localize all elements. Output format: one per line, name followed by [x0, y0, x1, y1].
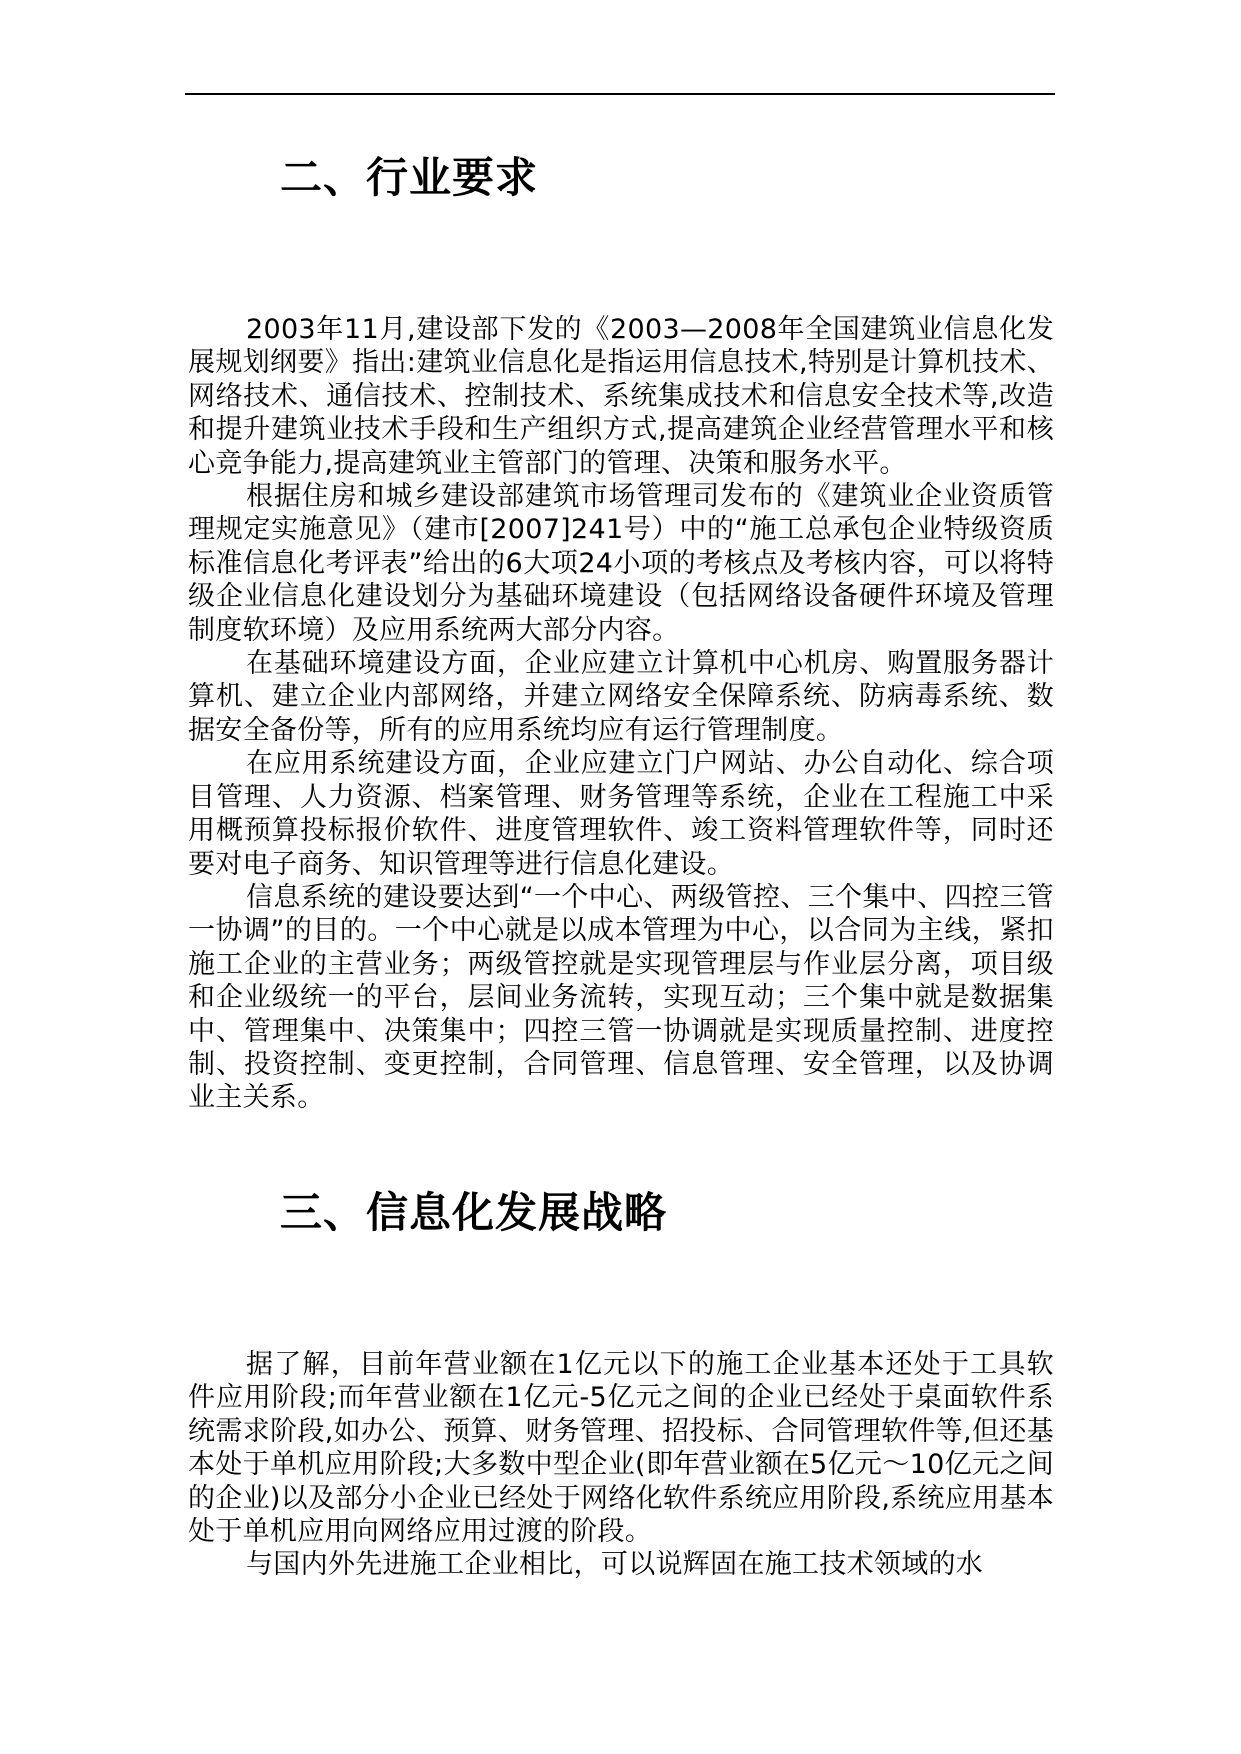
- paragraph: 据了解，目前年营业额在1亿元以下的施工企业基本还处于工具软件应用阶段;而年营业额在1亿元-5亿元之间的企业已经处于桌面软件系统需求阶段,如办公、预算、财务管理、招投标、合同管理软件等,但还基本处于单机应用阶段;大多数中型企业(即年营业额在5亿元～10亿元之间的企业)以及部分小企业已经处于网络化软件系统应用阶段,系统应用基本处于单机应用向网络应用过渡的阶段。: [188, 1349, 1055, 1548]
- section-heading-industry-requirements: 二、行业要求: [280, 153, 539, 202]
- header-rule: [185, 93, 1055, 95]
- section-body-industry-requirements: [188, 313, 1054, 1115]
- paragraph: 2003年11月,建设部下发的《2003—2008年全国建筑业信息化发展规划纲要》指出:建筑业信息化是指运用信息技术,特别是计算机技术、网络技术、通信技术、控制技术、系统集成技术和信息安全技术等,改造和提升建筑业技术手段和生产组织方式,提高建筑企业经营管理水平和核心竞争能力,提高建筑业主管部门的管理、决策和服务水平。: [188, 314, 1054, 479]
- section-body-it-strategy: [188, 1348, 1054, 1582]
- paragraph: 根据住房和城乡建设部建筑市场管理司发布的《建筑业企业资质管理规定实施意见》（建市[2007]241号）中的“施工总承包企业特级资质标准信息化考评表”给出的6大项24小项的考核点及考核内容，可以将特级企业信息化建设划分为基础环境建设（包括网络设备硬件环境及管理制度软环境）及应用系统两大部分内容。: [188, 481, 1054, 646]
- paragraph: 在应用系统建设方面，企业应建立门户网站、办公自动化、综合项目管理、人力资源、档案管理、财务管理等系统，企业在工程施工中采用概预算投标报价软件、进度管理软件、竣工资料管理软件等，同时还要对电子商务、知识管理等进行信息化建设。: [188, 748, 1054, 880]
- paragraph: 与国内外先进施工企业相比，可以说辉固在施工技术领域的水: [246, 1549, 984, 1581]
- section-heading-it-strategy: 三、信息化发展战略: [280, 1188, 668, 1237]
- paragraph: 信息系统的建设要达到“一个中心、两级管控、三个集中、四控三管一协调”的目的。一个中心就是以成本管理为中心，以合同为主线，紧扣施工企业的主营业务；两级管控就是实现管理层与作业层分离，项目级和企业级统一的平台，层间业务流转，实现互动；三个集中就是数据集中、管理集中、决策集中；四控三管一协调就是实现质量控制、进度控制、投资控制、变更控制，合同管理、信息管理、安全管理，以及协调业主关系。: [188, 881, 1054, 1114]
- paragraph: 在基础环境建设方面，企业应建立计算机中心机房、购置服务器计算机、建立企业内部网络，并建立网络安全保障系统、防病毒系统、数据安全备份等，所有的应用系统均应有运行管理制度。: [188, 648, 1054, 746]
